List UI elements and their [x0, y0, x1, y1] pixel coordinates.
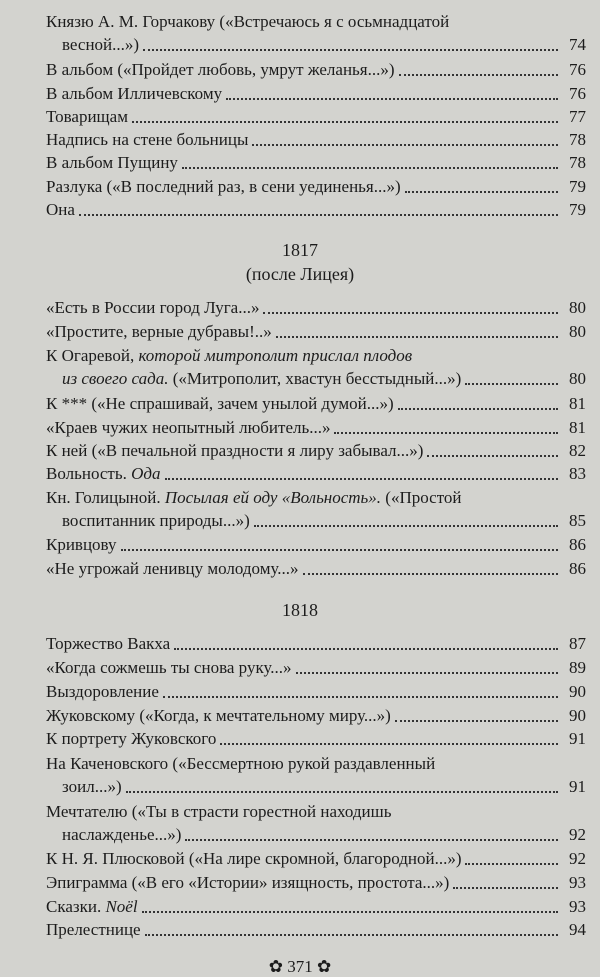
page-number: 91	[569, 777, 586, 796]
toc-entry	[46, 128, 586, 151]
leader-dots	[398, 408, 558, 410]
section-year-heading: 1817	[282, 240, 318, 260]
page-number: 94	[569, 920, 586, 939]
section-subheading: (после Лицея)	[245, 264, 355, 284]
entry-incipit: («Митрополит, хвастун бесстыдный...»)	[168, 369, 462, 388]
toc-entry	[46, 296, 586, 319]
leader-dots	[303, 573, 558, 575]
entry-title: «Не угрожай ленивцу молодому...»	[46, 559, 299, 578]
toc-entry	[46, 752, 586, 798]
entry-subtitle-italic: Noël	[105, 897, 138, 916]
entry-line-2: воспитанник природы...»)	[62, 511, 250, 530]
entry-title: К ней («В печальной праздности я лиру забывал...»)	[46, 441, 424, 460]
entry-title: «Есть в России город Луга...»	[46, 298, 260, 317]
toc-entry	[46, 895, 586, 918]
leader-dots	[79, 214, 558, 216]
page-number: 80	[569, 369, 586, 388]
leader-dots	[263, 312, 558, 314]
leader-dots	[427, 455, 558, 457]
entry-title: К Огаревой,	[46, 346, 139, 365]
leader-dots	[220, 743, 558, 745]
page-number: 76	[569, 60, 586, 79]
page-number: 87	[569, 634, 586, 653]
page-number: 85	[569, 511, 586, 530]
toc-entry	[46, 58, 586, 81]
toc-entry	[46, 918, 586, 941]
page-number: 78	[569, 130, 586, 149]
leader-dots	[143, 49, 558, 51]
page-number: 89	[569, 658, 586, 677]
toc-entry	[46, 800, 586, 846]
page-number: 82	[569, 441, 586, 460]
leader-dots	[399, 74, 558, 76]
toc-entry	[46, 439, 586, 462]
leader-dots	[453, 887, 558, 889]
toc-entry	[46, 871, 586, 894]
page-number: 86	[569, 559, 586, 578]
page-number: 90	[569, 682, 586, 701]
entry-title: Сказки.	[46, 897, 106, 916]
toc-entry	[46, 727, 586, 750]
entry-title: В альбом Илличевскому	[46, 84, 223, 103]
page-number: 80	[569, 322, 586, 341]
toc-entry	[46, 847, 586, 870]
leader-dots	[163, 696, 558, 698]
entry-title: «Простите, верные дубравы!..»	[46, 322, 272, 341]
leader-dots	[182, 167, 558, 169]
page-number: 90	[569, 706, 586, 725]
leader-dots	[254, 525, 558, 527]
leader-dots	[226, 98, 558, 100]
toc-entry	[46, 344, 586, 390]
leader-dots	[185, 839, 558, 841]
entry-title: Выздоровление	[46, 682, 159, 701]
entry-line-2: весной...»)	[62, 35, 140, 54]
page-number: 76	[569, 84, 586, 103]
leader-dots	[252, 144, 558, 146]
entry-title: К портрету Жуковского	[46, 729, 217, 748]
toc-entry	[46, 392, 586, 415]
entry-line-2: зоил...»)	[62, 777, 122, 796]
entry-title: Жуковскому («Когда, к мечтательному миру...»)	[46, 706, 391, 725]
entry-title: В альбом Пущину	[46, 153, 178, 172]
entry-title: В альбом («Пройдет любовь, умрут желанья...»)	[46, 60, 395, 79]
toc-entry	[46, 198, 586, 221]
entry-title: Торжество Вакха	[46, 634, 171, 653]
leader-dots	[465, 863, 558, 865]
leader-dots	[465, 383, 558, 385]
toc-entry	[46, 175, 586, 198]
page-number: 79	[569, 200, 586, 219]
toc-entry	[46, 533, 586, 556]
page-number: 93	[569, 897, 586, 916]
page-number: 81	[569, 394, 586, 413]
toc-entry	[46, 656, 586, 679]
page-number: 93	[569, 873, 586, 892]
entry-title: Товарищам	[46, 107, 128, 126]
leader-dots	[395, 720, 558, 722]
leader-dots	[142, 911, 558, 913]
page-number: 80	[569, 298, 586, 317]
entry-incipit: («Простой	[381, 488, 462, 507]
leader-dots	[334, 432, 558, 434]
toc-entry	[46, 320, 586, 343]
leader-dots	[132, 121, 558, 123]
entry-subtitle-italic: из своего сада.	[62, 369, 169, 388]
page-number: 91	[569, 729, 586, 748]
entry-title: Разлука («В последний раз, в сени уединенья...»)	[46, 177, 401, 196]
leader-dots	[145, 934, 558, 936]
ornament-left-icon: ✿	[268, 957, 283, 976]
toc-entry	[46, 105, 586, 128]
page-number: 92	[569, 849, 586, 868]
entry-line-1: Князю А. М. Горчакову («Встречаюсь я с осьмнадцатой	[46, 12, 450, 31]
leader-dots	[165, 478, 559, 480]
folio-number: 371	[287, 957, 313, 976]
leader-dots	[405, 191, 558, 193]
page-number: 92	[569, 825, 586, 844]
page-number: 83	[569, 464, 586, 483]
page-number: 77	[569, 107, 586, 126]
entry-title: Вольность.	[46, 464, 132, 483]
entry-title: Прелестнице	[46, 920, 141, 939]
leader-dots	[126, 791, 558, 793]
page-number: 81	[569, 418, 586, 437]
toc-entry	[46, 486, 586, 532]
page-number: 74	[569, 35, 586, 54]
entry-subtitle-italic: которой митрополит прислал плодов	[138, 346, 413, 365]
toc-entry	[46, 462, 586, 485]
entry-title: «Краев чужих неопытный любитель...»	[46, 418, 331, 437]
leader-dots	[174, 648, 558, 650]
entry-title: Эпиграмма («В его «Истории» изящность, простота...»)	[46, 873, 450, 892]
toc-entry	[46, 704, 586, 727]
entry-title: Кн. Голицыной.	[46, 488, 165, 507]
entry-line-2: наслажденье...»)	[62, 825, 182, 844]
leader-dots	[121, 549, 558, 551]
page-number: 78	[569, 153, 586, 172]
toc-entry	[46, 557, 586, 580]
entry-line-1: На Каченовского («Бессмертною рукой раздавленный	[46, 754, 436, 773]
entry-title: К *** («Не спрашивай, зачем унылой думой...»)	[46, 394, 394, 413]
section-year-heading: 1818	[282, 600, 318, 620]
leader-dots	[276, 336, 558, 338]
entry-subtitle-italic: Ода	[131, 464, 161, 483]
toc-entry	[46, 151, 586, 174]
toc-entry	[46, 416, 586, 439]
toc-entry	[46, 680, 586, 703]
entry-title: «Когда сожмешь ты снова руку...»	[46, 658, 292, 677]
entry-title: Кривцову	[46, 535, 117, 554]
leader-dots	[296, 672, 558, 674]
page-number: 86	[569, 535, 586, 554]
toc-entry	[46, 10, 586, 56]
page-number: 79	[569, 177, 586, 196]
toc-entry	[46, 82, 586, 105]
toc-entry	[46, 632, 586, 655]
page-folio	[0, 957, 600, 977]
entry-title: Она	[46, 200, 75, 219]
entry-subtitle-italic: Посылая ей оду «Вольность».	[164, 488, 382, 507]
entry-line-1: Мечтателю («Ты в страсти горестной находишь	[46, 802, 392, 821]
entry-title: К Н. Я. Плюсковой («На лире скромной, благородной...»)	[46, 849, 462, 868]
entry-title: Надпись на стене больницы	[46, 130, 249, 149]
ornament-right-icon: ✿	[317, 957, 332, 976]
